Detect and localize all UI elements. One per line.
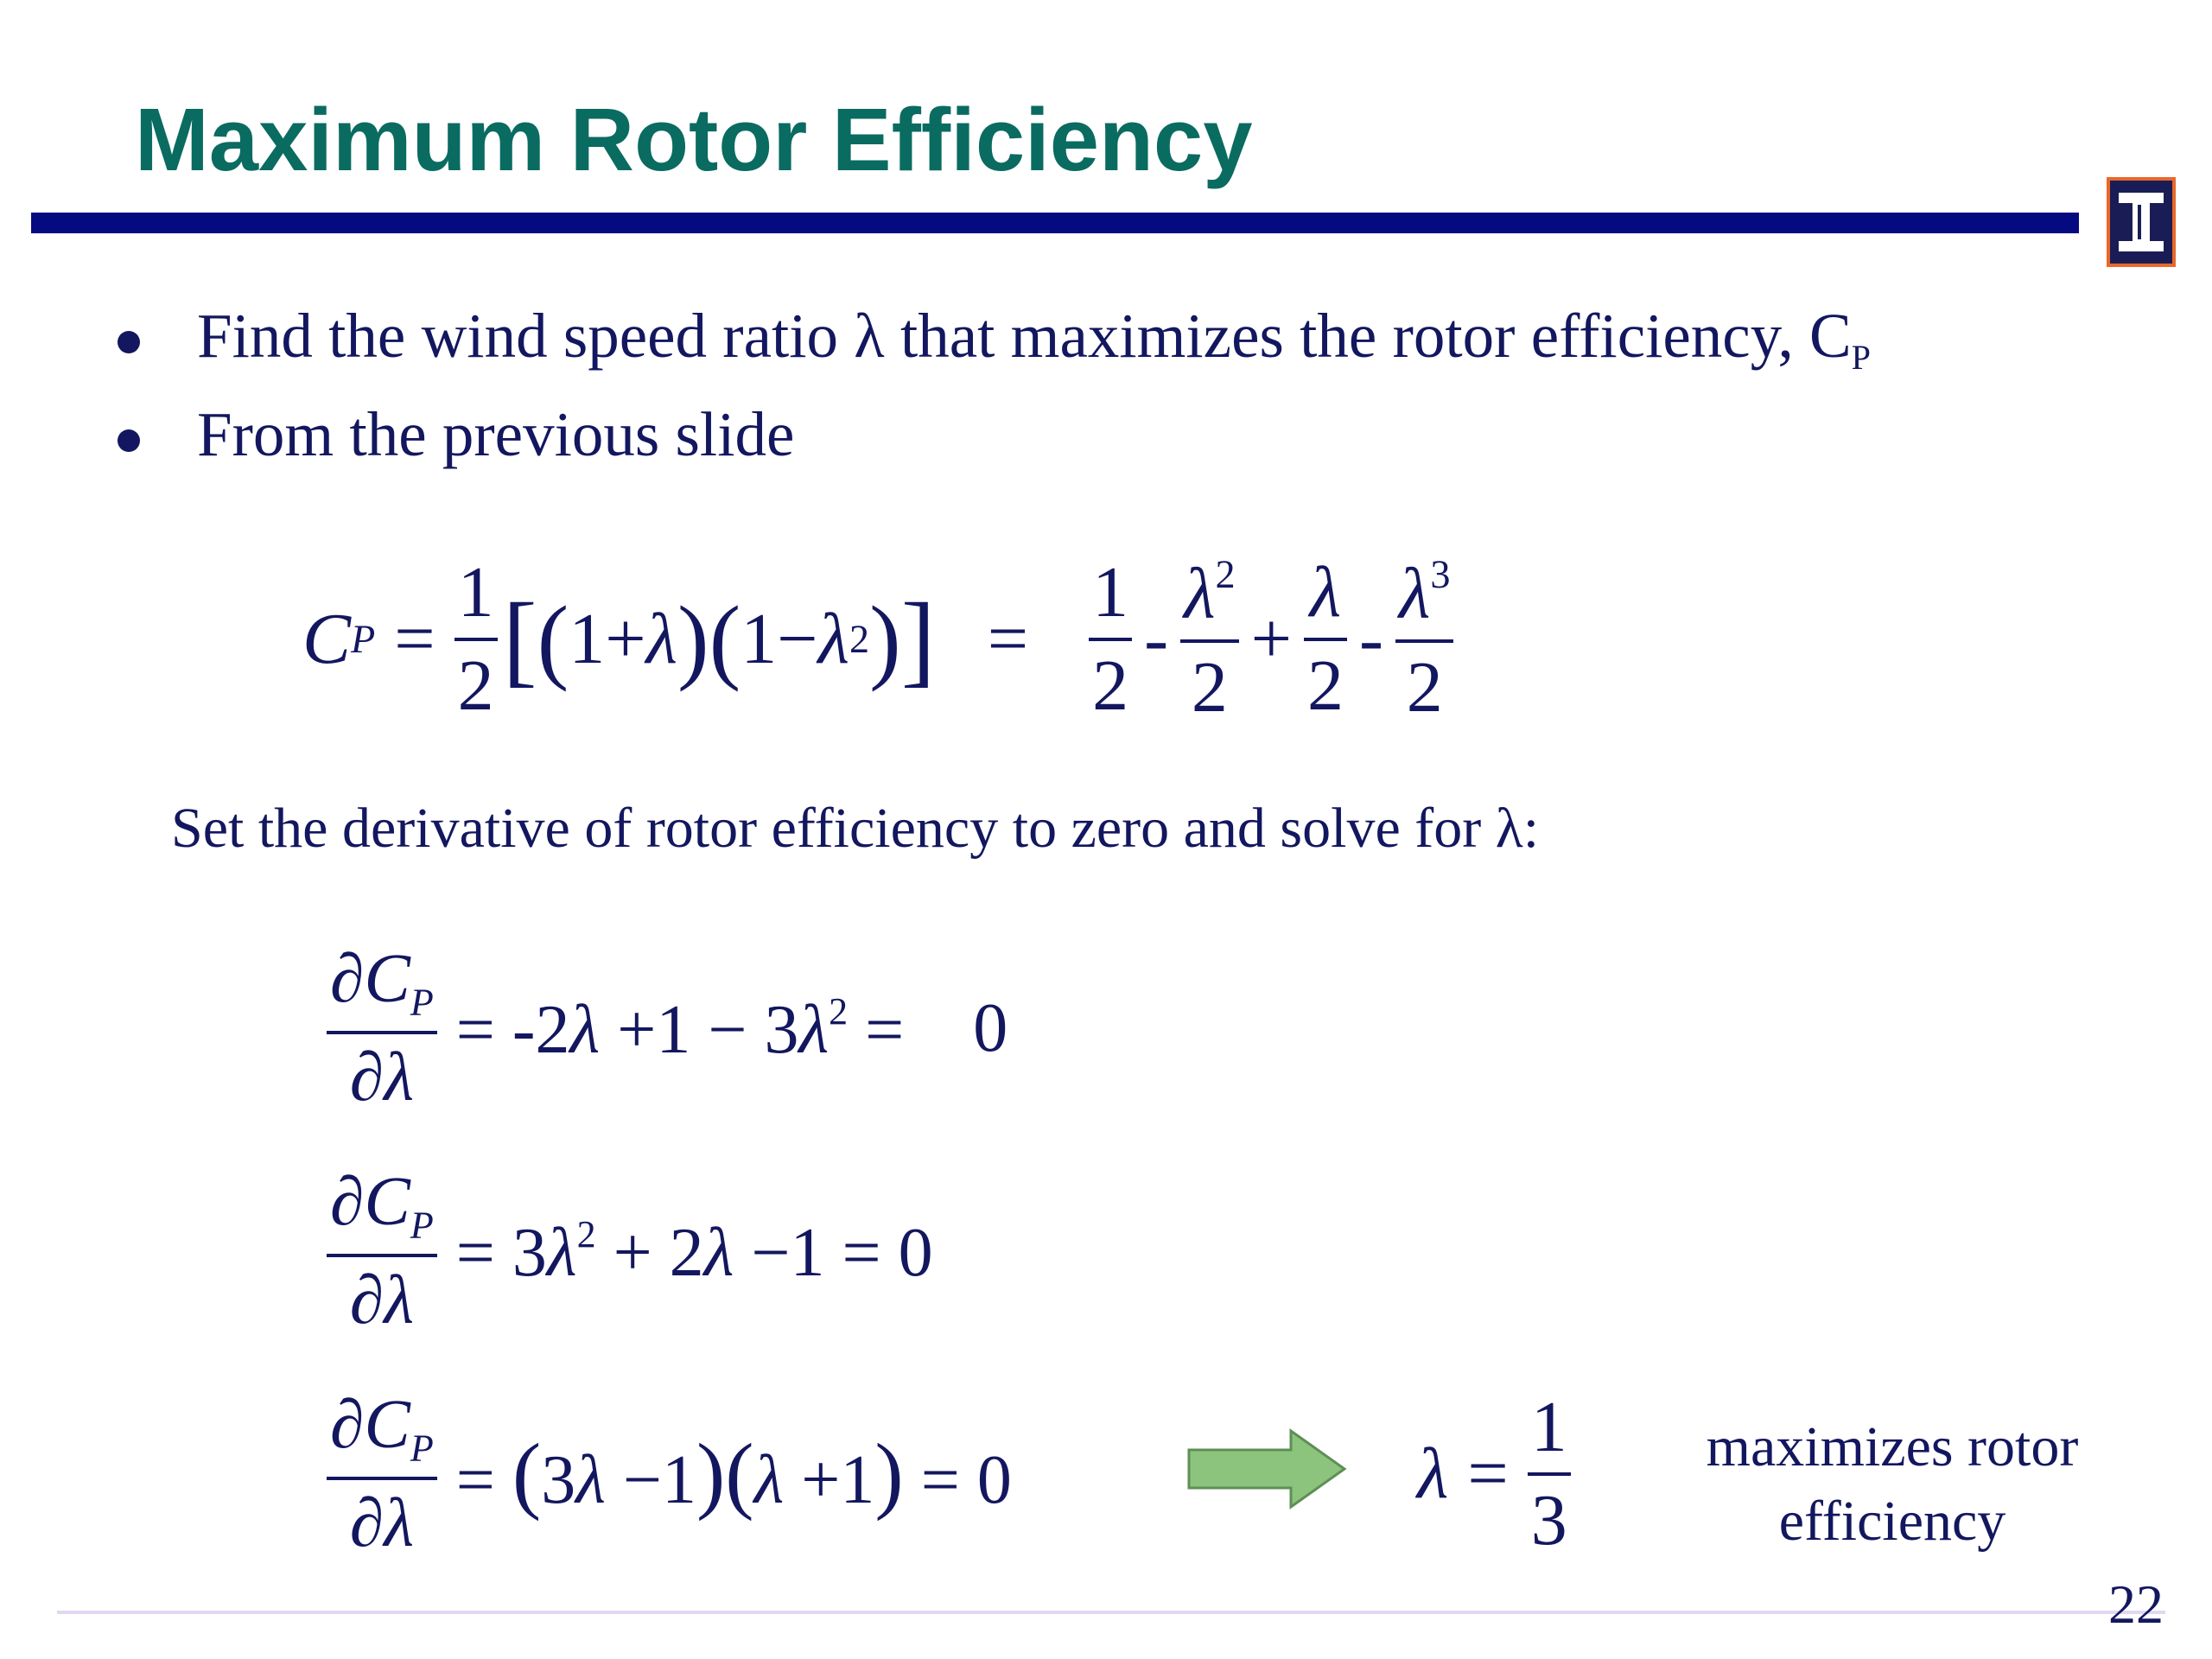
instruction-text: Set the derivative of rotor efficiency to zero and solve for λ: [171,797,1540,860]
page-number: 22 [2108,1573,2164,1635]
block-i-icon [2110,181,2172,264]
bullet-dot [118,429,140,452]
bullet-text-1: Find the wind speed ratio λ that maximizes the rotor efficiency, C [197,301,1852,371]
bullet-item-2 [118,399,795,469]
result-note [1676,1410,2108,1559]
result-note-line-1: maximizes rotor [1706,1415,2079,1478]
bullet-text-2: From the previous slide [197,399,795,469]
derivative-equation-1: $\frac{\partial C_P}{\partial\lambda}$ = $-2\lambda +1 - 3\lambda^2$ = 0 [327,933,1007,1123]
lambda-result: λ = $\frac{1}{3}$ [1417,1379,1571,1569]
right-arrow-icon [1187,1427,1348,1510]
derivative-equation-2: $\frac{\partial C_P}{\partial\lambda}$ = $3\lambda^2 + 2\lambda -1 = 0$ [327,1156,933,1346]
result-note-line-2: efficiency [1778,1489,2006,1553]
slide-title: Maximum Rotor Efficiency [135,90,1253,189]
derivative-equation-3: $\frac{\partial C_P}{\partial\lambda}$ = (3λ −1)(λ +1) = 0 [327,1379,1012,1569]
cp-equation: C P = $\frac{1}{2}$ [ ( 1+ λ ) ( 1− λ 2 ) ] = $\frac{1}{2}$ - $\frac{\lambda^2}{2}$ + $\frac{\lambda}{2}$ - $\frac{\lambda^3}{2}$ [302,544,1453,734]
bullet-item-1 [118,301,1871,378]
footer-line [57,1611,2165,1614]
bullet-subscript: P [1851,338,1871,378]
illinois-logo-icon [2107,177,2176,267]
title-rule [31,213,2079,233]
bullet-dot [118,331,140,353]
